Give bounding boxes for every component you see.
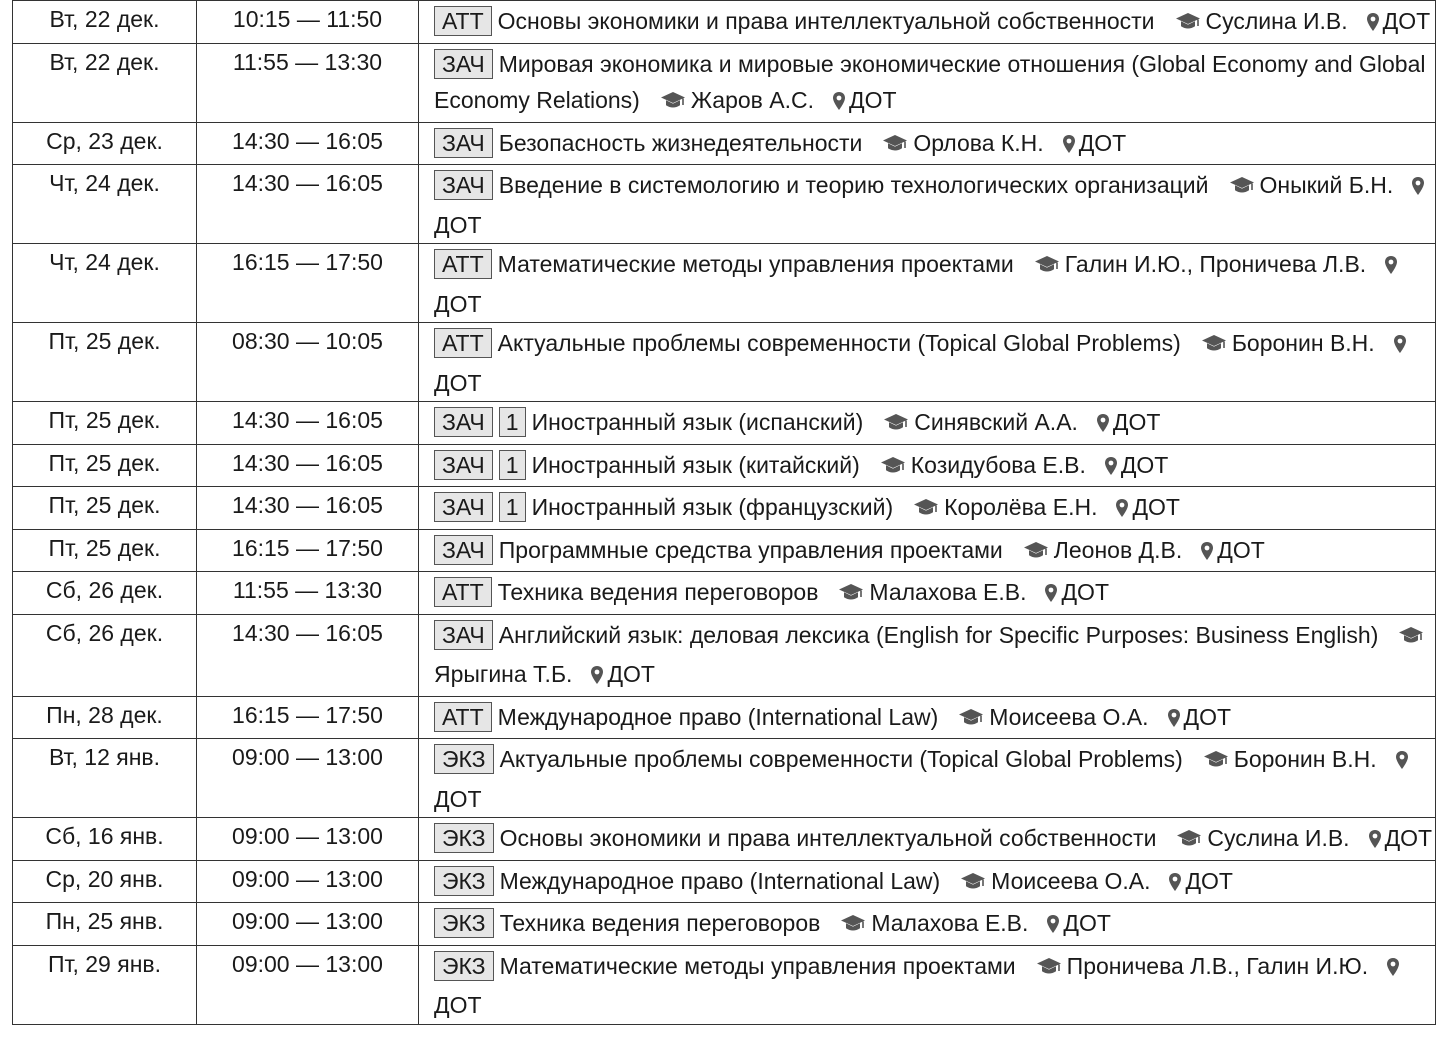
location-name: ДОТ xyxy=(1185,867,1233,894)
table-row xyxy=(13,165,1436,244)
time-cell: 08:30 — 10:05 xyxy=(197,323,419,402)
class-info-cell xyxy=(419,43,1436,122)
location-name: ДОТ xyxy=(1183,703,1232,730)
location-name: ДОТ xyxy=(434,992,482,1018)
time-cell: 16:15 — 17:50 xyxy=(197,696,419,739)
location-name: ДОТ xyxy=(1384,825,1433,851)
graduation-cap-icon xyxy=(958,702,984,739)
teacher-name[interactable]: Малахова Е.В. xyxy=(871,910,1029,936)
graduation-cap-icon xyxy=(1229,170,1255,207)
graduation-cap-icon xyxy=(660,85,686,122)
teacher-name[interactable]: Суслина И.В. xyxy=(1205,8,1348,34)
location-name: ДОТ xyxy=(434,290,482,317)
location-name: ДОТ xyxy=(849,87,897,113)
graduation-cap-icon xyxy=(1175,6,1201,43)
time-cell: 09:00 — 13:00 xyxy=(197,739,419,818)
date-cell: Пт, 25 дек. xyxy=(13,444,197,487)
date-cell: Вт, 22 дек. xyxy=(13,43,197,122)
map-pin-icon xyxy=(1104,450,1118,487)
table-row xyxy=(13,903,1436,946)
class-type-badge: ЗАЧ xyxy=(434,492,493,522)
subject-name[interactable]: Техника ведения переговоров xyxy=(497,579,819,605)
date-cell: Пт, 25 дек. xyxy=(13,323,197,402)
class-info-cell xyxy=(419,614,1436,696)
time-cell: 11:55 — 13:30 xyxy=(197,43,419,122)
time-cell: 14:30 — 16:05 xyxy=(197,614,419,696)
class-info-cell xyxy=(419,1,1436,44)
time-cell: 09:00 — 13:00 xyxy=(197,945,419,1024)
map-pin-icon xyxy=(1368,823,1382,860)
map-pin-icon xyxy=(1366,6,1380,43)
teacher-name[interactable]: Орлова К.Н. xyxy=(913,129,1044,156)
subject-name[interactable]: Международное право (International Law) xyxy=(499,867,941,894)
schedule-table xyxy=(12,0,1436,1025)
teacher-name[interactable]: Синявский А.А. xyxy=(914,409,1078,435)
teacher-name[interactable]: Оныкий Б.Н. xyxy=(1259,172,1394,198)
class-info-cell xyxy=(419,945,1436,1024)
date-cell: Сб, 16 янв. xyxy=(13,818,197,861)
table-row xyxy=(13,614,1436,696)
class-info-cell xyxy=(419,572,1436,615)
teacher-name[interactable]: Галин И.Ю., Проничева Л.В. xyxy=(1064,251,1367,277)
subject-name[interactable]: Программные средства управления проектами xyxy=(498,536,1003,563)
subject-name[interactable]: Английский язык: деловая лексика (English for Specific Purposes: Business English) xyxy=(498,621,1379,648)
time-cell: 09:00 — 13:00 xyxy=(197,818,419,861)
subject-name[interactable]: Актуальные проблемы современности (Topical Global Problems) xyxy=(499,746,1183,772)
class-type-badge: АТТ xyxy=(434,702,492,732)
table-row xyxy=(13,43,1436,122)
class-type-badge: АТТ xyxy=(434,577,492,607)
table-row xyxy=(13,529,1436,572)
map-pin-icon xyxy=(1386,951,1400,988)
class-type-badge: ЗАЧ xyxy=(434,620,493,650)
graduation-cap-icon xyxy=(880,450,906,487)
class-info-cell xyxy=(419,818,1436,861)
graduation-cap-icon xyxy=(1201,328,1227,365)
class-info-cell xyxy=(419,444,1436,487)
time-cell: 16:15 — 17:50 xyxy=(197,244,419,323)
graduation-cap-icon xyxy=(883,407,909,444)
teacher-name[interactable]: Королёва Е.Н. xyxy=(944,494,1098,520)
date-cell: Пт, 25 дек. xyxy=(13,529,197,572)
time-cell: 09:00 — 13:00 xyxy=(197,860,419,903)
class-info-cell xyxy=(419,165,1436,244)
time-cell: 14:30 — 16:05 xyxy=(197,444,419,487)
graduation-cap-icon xyxy=(960,866,986,903)
subject-name[interactable]: Актуальные проблемы современности (Topical Global Problems) xyxy=(497,330,1181,356)
table-row xyxy=(13,244,1436,323)
class-type-badge: ЭКЗ xyxy=(434,823,494,853)
subgroup-badge: 1 xyxy=(499,450,526,480)
location-name: ДОТ xyxy=(1132,494,1180,520)
date-cell: Сб, 26 дек. xyxy=(13,572,197,615)
graduation-cap-icon xyxy=(1023,535,1049,572)
time-cell: 14:30 — 16:05 xyxy=(197,402,419,445)
date-cell: Пн, 25 янв. xyxy=(13,903,197,946)
map-pin-icon xyxy=(1167,702,1181,739)
table-row xyxy=(13,945,1436,1024)
class-type-badge: ЭКЗ xyxy=(434,951,494,981)
table-row xyxy=(13,696,1436,739)
teacher-name[interactable]: Малахова Е.В. xyxy=(869,579,1027,605)
class-type-badge: АТТ xyxy=(434,249,492,279)
teacher-name[interactable]: Козидубова Е.В. xyxy=(910,451,1086,478)
teacher-name[interactable]: Ярыгина Т.Б. xyxy=(434,661,573,687)
teacher-name[interactable]: Моисеева О.А. xyxy=(991,867,1151,894)
date-cell: Вт, 12 янв. xyxy=(13,739,197,818)
map-pin-icon xyxy=(1168,866,1182,903)
graduation-cap-icon xyxy=(1203,744,1229,781)
subgroup-badge: 1 xyxy=(499,407,526,437)
date-cell: Чт, 24 дек. xyxy=(13,165,197,244)
map-pin-icon xyxy=(1393,328,1407,365)
subject-name[interactable]: Иностранный язык (китайский) xyxy=(531,451,860,478)
location-name: ДОТ xyxy=(1217,536,1265,563)
location-name: ДОТ xyxy=(1063,910,1111,936)
subject-name[interactable]: Иностранный язык (испанский) xyxy=(531,409,864,435)
teacher-name[interactable]: Боронин В.Н. xyxy=(1233,746,1377,772)
class-info-cell xyxy=(419,860,1436,903)
date-cell: Ср, 23 дек. xyxy=(13,122,197,165)
class-type-badge: ЗАЧ xyxy=(434,450,493,480)
time-cell: 09:00 — 13:00 xyxy=(197,903,419,946)
class-type-badge: ЗАЧ xyxy=(434,170,493,200)
subject-name[interactable]: Основы экономики и права интеллектуальной собственности xyxy=(497,8,1155,34)
location-name: ДОТ xyxy=(1382,8,1431,34)
teacher-name[interactable]: Суслина И.В. xyxy=(1207,825,1350,851)
date-cell: Пн, 28 дек. xyxy=(13,696,197,739)
graduation-cap-icon xyxy=(882,128,908,165)
map-pin-icon xyxy=(1096,407,1110,444)
table-row xyxy=(13,860,1436,903)
subject-name[interactable]: Математические методы управления проектами xyxy=(499,952,1016,979)
subject-name[interactable]: Иностранный язык (французский) xyxy=(531,494,894,520)
map-pin-icon xyxy=(590,659,604,696)
graduation-cap-icon xyxy=(1036,951,1062,988)
class-type-badge: ЗАЧ xyxy=(434,128,493,158)
location-name: ДОТ xyxy=(434,211,482,238)
graduation-cap-icon xyxy=(838,577,864,614)
location-name: ДОТ xyxy=(607,661,655,687)
subject-name[interactable]: Безопасность жизнедеятельности xyxy=(498,129,863,156)
table-row xyxy=(13,739,1436,818)
time-cell: 16:15 — 17:50 xyxy=(197,529,419,572)
location-name: ДОТ xyxy=(1061,579,1110,605)
graduation-cap-icon xyxy=(840,908,866,945)
date-cell: Пт, 29 янв. xyxy=(13,945,197,1024)
map-pin-icon xyxy=(1395,744,1409,781)
table-row xyxy=(13,818,1436,861)
teacher-name[interactable]: Моисеева О.А. xyxy=(989,703,1149,730)
class-type-badge: ЭКЗ xyxy=(434,744,494,774)
class-type-badge: ЗАЧ xyxy=(434,535,493,565)
location-name: ДОТ xyxy=(434,369,482,396)
subject-name[interactable]: Введение в системологию и теорию технологических организаций xyxy=(498,172,1209,198)
teacher-name[interactable]: Леонов Д.В. xyxy=(1053,536,1183,563)
graduation-cap-icon xyxy=(1034,249,1060,286)
date-cell: Ср, 20 янв. xyxy=(13,860,197,903)
class-info-cell xyxy=(419,122,1436,165)
date-cell: Чт, 24 дек. xyxy=(13,244,197,323)
subject-name[interactable]: Мировая экономика и мировые экономические отношения (Global Economy and Global Economy Relations) xyxy=(434,50,1426,113)
class-type-badge: ЭКЗ xyxy=(434,908,494,938)
table-row xyxy=(13,487,1436,530)
date-cell: Пт, 25 дек. xyxy=(13,487,197,530)
class-info-cell xyxy=(419,739,1436,818)
map-pin-icon xyxy=(1411,170,1425,207)
subject-name[interactable]: Математические методы управления проектами xyxy=(497,251,1014,277)
schedule-body xyxy=(13,1,1436,1025)
location-name: ДОТ xyxy=(1120,451,1169,478)
teacher-name[interactable]: Жаров А.С. xyxy=(690,87,815,113)
class-type-badge: АТТ xyxy=(434,328,492,358)
graduation-cap-icon xyxy=(1398,620,1424,657)
time-cell: 11:55 — 13:30 xyxy=(197,572,419,615)
teacher-name[interactable]: Боронин В.Н. xyxy=(1231,330,1375,356)
class-type-badge: ЗАЧ xyxy=(434,49,493,79)
location-name: ДОТ xyxy=(1112,409,1161,435)
time-cell: 10:15 — 11:50 xyxy=(197,1,419,44)
map-pin-icon xyxy=(832,85,846,122)
class-info-cell xyxy=(419,903,1436,946)
table-row xyxy=(13,323,1436,402)
time-cell: 14:30 — 16:05 xyxy=(197,487,419,530)
map-pin-icon xyxy=(1200,535,1214,572)
class-info-cell xyxy=(419,323,1436,402)
date-cell: Пт, 25 дек. xyxy=(13,402,197,445)
date-cell: Сб, 26 дек. xyxy=(13,614,197,696)
subject-name[interactable]: Техника ведения переговоров xyxy=(499,910,821,936)
graduation-cap-icon xyxy=(913,492,939,529)
class-type-badge: ЭКЗ xyxy=(434,866,494,896)
table-row xyxy=(13,1,1436,44)
map-pin-icon xyxy=(1115,492,1129,529)
class-info-cell xyxy=(419,696,1436,739)
location-name: ДОТ xyxy=(1078,129,1127,156)
class-info-cell xyxy=(419,244,1436,323)
class-type-badge: ЗАЧ xyxy=(434,407,493,437)
subject-name[interactable]: Основы экономики и права интеллектуальной собственности xyxy=(499,825,1157,851)
time-cell: 14:30 — 16:05 xyxy=(197,122,419,165)
table-row xyxy=(13,402,1436,445)
table-row xyxy=(13,444,1436,487)
class-info-cell xyxy=(419,487,1436,530)
class-info-cell xyxy=(419,529,1436,572)
location-name: ДОТ xyxy=(434,785,482,812)
graduation-cap-icon xyxy=(1176,823,1202,860)
class-info-cell xyxy=(419,402,1436,445)
time-cell: 14:30 — 16:05 xyxy=(197,165,419,244)
date-cell: Вт, 22 дек. xyxy=(13,1,197,44)
map-pin-icon xyxy=(1384,249,1398,286)
class-type-badge: АТТ xyxy=(434,6,492,36)
map-pin-icon xyxy=(1046,908,1060,945)
subgroup-badge: 1 xyxy=(499,492,526,522)
map-pin-icon xyxy=(1044,577,1058,614)
table-row xyxy=(13,122,1436,165)
map-pin-icon xyxy=(1062,128,1076,165)
teacher-name[interactable]: Проничева Л.В., Галин И.Ю. xyxy=(1066,952,1369,979)
subject-name[interactable]: Международное право (International Law) xyxy=(497,703,939,730)
table-row xyxy=(13,572,1436,615)
